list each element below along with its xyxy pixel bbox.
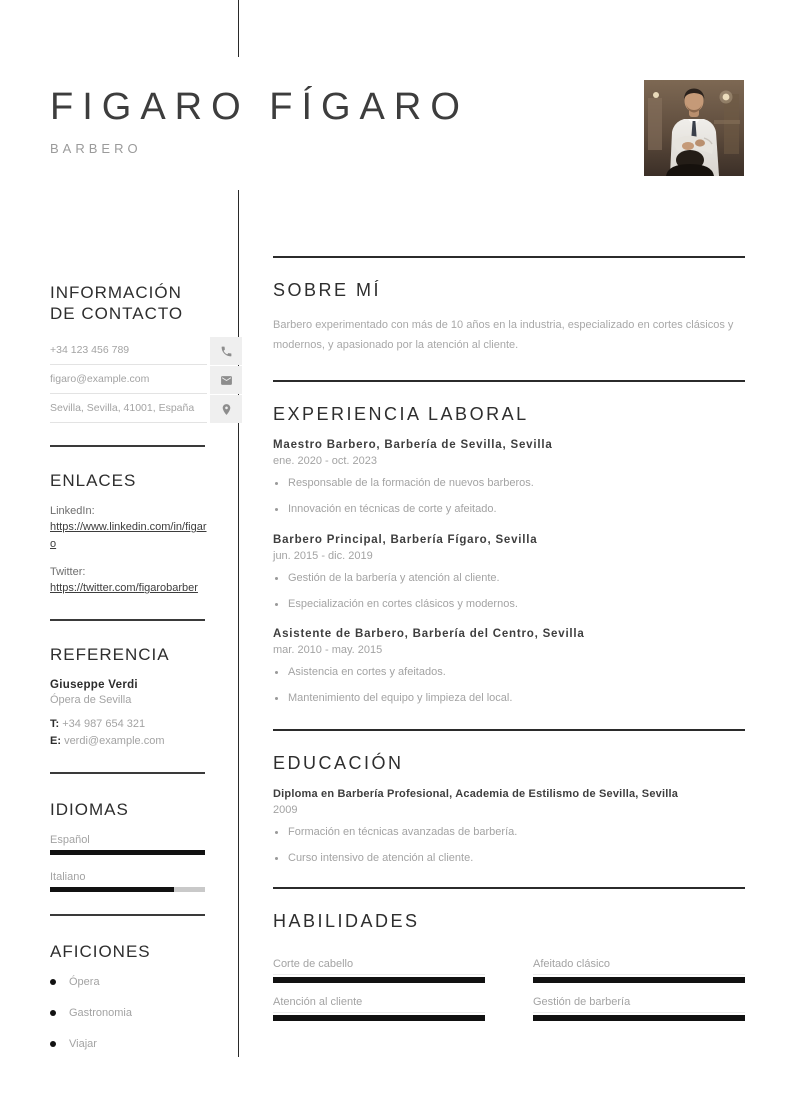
page-title: FIGARO FÍGARO: [50, 86, 469, 128]
bullet-icon: [50, 979, 56, 985]
bullet-text: Asistencia en cortes y afeitados.: [288, 666, 446, 679]
bullet-icon: [275, 508, 278, 511]
bullet-text: Responsable de la formación de nuevos barberos.: [288, 476, 534, 489]
top-vertical-divider: [238, 0, 239, 57]
experience-section-heading: EXPERIENCIA LABORAL: [273, 403, 529, 424]
location-icon: [210, 395, 242, 423]
experience-entry: [273, 439, 745, 518]
bullet-icon: [275, 577, 278, 580]
job-title: Maestro Barbero, Barbería de Sevilla, Sevilla: [273, 438, 553, 451]
hobby-label: Gastronomia: [69, 1006, 132, 1019]
skill-item: [533, 996, 745, 1021]
education-bullet: [273, 825, 745, 841]
email-value: figaro@example.com: [50, 366, 207, 394]
skill-name: Atención al cliente: [273, 996, 485, 1013]
skill-item: [533, 958, 745, 983]
bullet-icon: [275, 671, 278, 674]
experience-entry: [273, 628, 745, 707]
skill-level-fill: [533, 1015, 745, 1021]
reference-section-heading: REFERENCIA: [50, 645, 170, 665]
job-bullet: [273, 691, 745, 707]
bullet-icon: [275, 482, 278, 485]
main-column: [273, 256, 745, 1021]
language-level-bar: [50, 887, 205, 892]
skill-name: Corte de cabello: [273, 958, 485, 975]
skill-name: Afeitado clásico: [533, 958, 745, 975]
education-bullet: [273, 851, 745, 867]
reference-organization: Ópera de Sevilla: [50, 694, 132, 707]
experience-entry: [273, 534, 745, 613]
section-divider: [273, 887, 745, 889]
list-item: [50, 976, 242, 988]
barbershop-photo-illustration: [644, 80, 744, 176]
about-text: Barbero experimentado con más de 10 años en la industria, especializado en cortes clásicos y modernos, y apasionado por la atención al cliente.: [273, 319, 734, 352]
skill-level-bar: [533, 1015, 745, 1021]
section-divider: [273, 380, 745, 382]
bullet-icon: [275, 697, 278, 700]
reference-phone-value: +34 987 654 321: [62, 718, 146, 731]
languages-section-heading: IDIOMAS: [50, 800, 129, 820]
language-item: [50, 871, 205, 892]
job-title-subtitle: BARBERO: [50, 141, 142, 156]
bullet-icon: [275, 857, 278, 860]
sidebar: [50, 283, 242, 1069]
language-item: [50, 834, 205, 855]
linkedin-label: LinkedIn:: [50, 505, 95, 518]
mail-icon: [210, 366, 242, 394]
bullet-text: Innovación en técnicas de corte y afeitado.: [288, 502, 497, 515]
job-bullet: [273, 597, 745, 613]
section-divider: [273, 256, 745, 258]
phone-icon: [210, 337, 242, 365]
bullet-text: Formación en técnicas avanzadas de barbería.: [288, 826, 518, 839]
bullet-icon: [275, 831, 278, 834]
sidebar-divider: [50, 445, 205, 447]
education-title: Diploma en Barbería Profesional, Academia de Estilismo de Sevilla, Sevilla: [273, 788, 679, 801]
education-entry: [273, 788, 745, 867]
job-bullet: [273, 665, 745, 681]
skill-level-fill: [533, 977, 745, 983]
links-section-heading: ENLACES: [50, 471, 137, 491]
link-item-linkedin: [50, 505, 210, 553]
education-section-heading: EDUCACIÓN: [273, 753, 404, 774]
reference-email-value: verdi@example.com: [64, 735, 165, 748]
job-bullet: [273, 571, 745, 587]
bullet-icon: [275, 603, 278, 606]
hobby-label: Viajar: [69, 1037, 97, 1050]
job-bullet: [273, 476, 745, 492]
job-title: Asistente de Barbero, Barbería del Centro, Sevilla: [273, 628, 585, 641]
job-dates: ene. 2020 - oct. 2023: [273, 454, 377, 467]
twitter-label: Twitter:: [50, 566, 86, 579]
sidebar-divider: [50, 619, 205, 621]
bullet-icon: [50, 1041, 56, 1047]
profile-photo: [644, 80, 744, 176]
skill-level-fill: [273, 1015, 485, 1021]
bullet-icon: [50, 1010, 56, 1016]
linkedin-link[interactable]: https://www.linkedin.com/in/figaro: [50, 521, 207, 551]
link-item-twitter: [50, 566, 210, 597]
language-name: Italiano: [50, 870, 86, 883]
skill-item: [273, 958, 485, 983]
skill-level-fill: [273, 977, 485, 983]
bullet-text: Curso intensivo de atención al cliente.: [288, 852, 474, 865]
twitter-link[interactable]: https://twitter.com/figarobarber: [50, 582, 198, 595]
skill-level-bar: [273, 1015, 485, 1021]
job-title: Barbero Principal, Barbería Fígaro, Sevilla: [273, 533, 538, 546]
reference-phone: [50, 716, 242, 733]
skills-grid: [273, 958, 745, 1021]
sidebar-divider: [50, 772, 205, 774]
language-level-fill: [50, 850, 205, 855]
list-item: [50, 1007, 242, 1019]
phone-value: +34 123 456 789: [50, 337, 207, 365]
hobby-label: Ópera: [69, 975, 100, 988]
contact-row-phone: [50, 337, 242, 365]
job-dates: jun. 2015 - dic. 2019: [273, 549, 373, 562]
reference-phone-label: T:: [50, 718, 60, 731]
job-dates: mar. 2010 - may. 2015: [273, 644, 383, 657]
section-divider: [273, 729, 745, 731]
language-level-bar: [50, 850, 205, 855]
skill-name: Gestión de barbería: [533, 996, 745, 1013]
contact-section-heading: INFORMACIÓN DE CONTACTO: [50, 283, 184, 323]
sidebar-divider: [50, 914, 205, 916]
skill-level-bar: [273, 977, 485, 983]
bullet-text: Gestión de la barbería y atención al cliente.: [288, 571, 500, 584]
skills-section-heading: HABILIDADES: [273, 911, 420, 932]
contact-row-address: [50, 395, 242, 423]
reference-name: Giuseppe Verdi: [50, 679, 138, 692]
language-level-fill: [50, 887, 174, 892]
contact-row-email: [50, 366, 242, 394]
reference-email: [50, 733, 242, 750]
skill-level-bar: [533, 977, 745, 983]
header: [50, 86, 610, 156]
education-dates: 2009: [273, 804, 298, 817]
reference-email-label: E:: [50, 735, 61, 748]
bullet-text: Especialización en cortes clásicos y modernos.: [288, 597, 518, 610]
list-item: [50, 1038, 242, 1050]
bullet-text: Mantenimiento del equipo y limpieza del local.: [288, 692, 513, 705]
language-name: Español: [50, 833, 90, 846]
address-value: Sevilla, Sevilla, 41001, España: [50, 395, 207, 423]
job-bullet: [273, 502, 745, 518]
skill-item: [273, 996, 485, 1021]
about-section-heading: SOBRE MÍ: [273, 280, 382, 300]
hobbies-section-heading: AFICIONES: [50, 941, 151, 961]
